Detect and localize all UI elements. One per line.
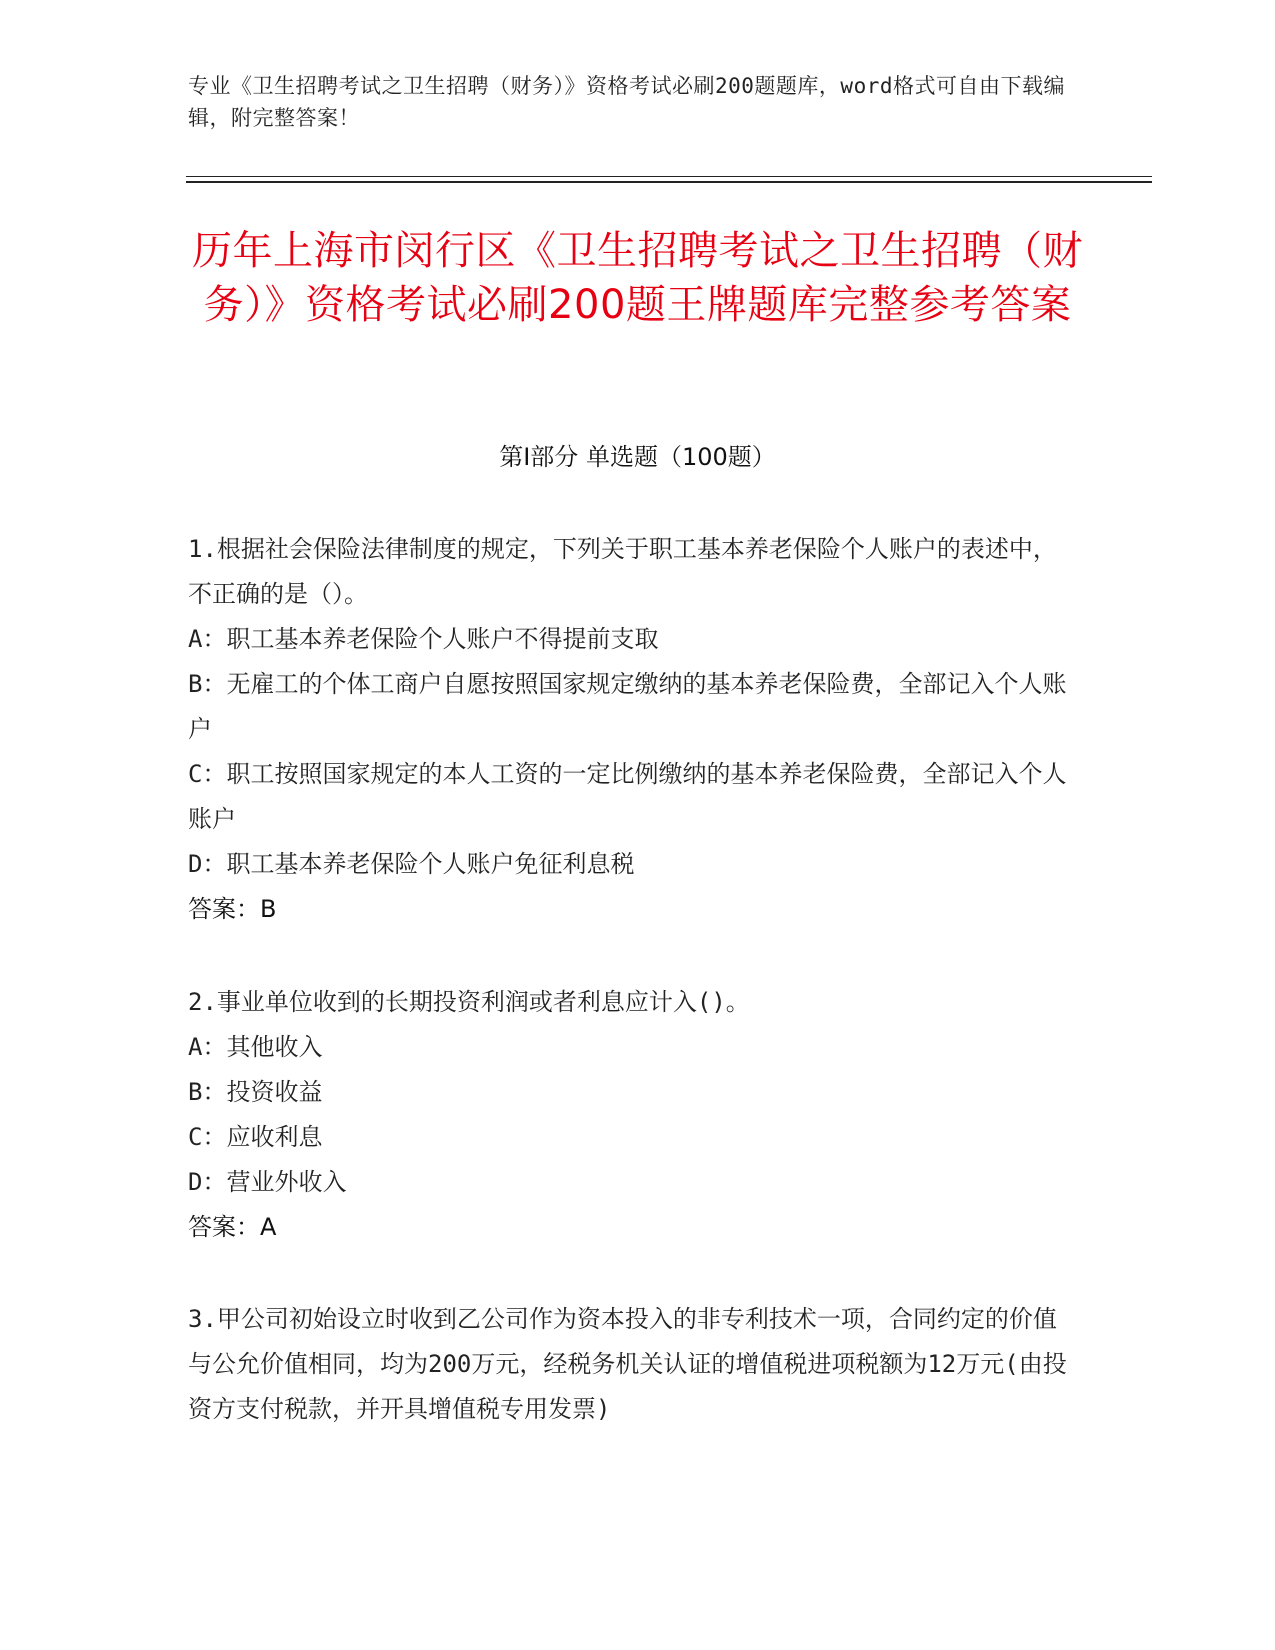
option-c: C：职工按照国家规定的本人工资的一定比例缴纳的基本养老保险费，全部记入个人账户 <box>188 760 1067 833</box>
answer: 答案：A <box>188 1213 277 1241</box>
answer: 答案：B <box>188 895 277 923</box>
header-divider-bottom <box>186 181 1152 183</box>
question-stem: 1.根据社会保险法律制度的规定，下列关于职工基本养老保险个人账户的表述中，不正确的是（）。 <box>188 535 1057 608</box>
option-d: D：职工基本养老保险个人账户免征利息税 <box>188 850 635 878</box>
question-2 <box>188 980 1068 1250</box>
document-title: 历年上海市闵行区《卫生招聘考试之卫生招聘（财务）》资格考试必刷200题王牌题库完整参考答案 <box>192 228 1083 328</box>
header-note: 专业《卫生招聘考试之卫生招聘（财务）》资格考试必刷200题题库，word格式可自由下载编辑，附完整答案！ <box>188 74 1065 130</box>
option-a: A：其他收入 <box>188 1033 323 1061</box>
option-b: B：投资收益 <box>188 1078 323 1106</box>
question-3 <box>188 1297 1068 1432</box>
question-stem: 3.甲公司初始设立时收到乙公司作为资本投入的非专利技术一项，合同约定的价值与公允价值相同，均为200万元，经税务机关认证的增值税进项税额为12万元(由投资方支付税款，并开具增值税专用发票) <box>188 1305 1067 1423</box>
option-a: A：职工基本养老保险个人账户不得提前支取 <box>188 625 659 653</box>
question-1 <box>188 527 1068 932</box>
option-c: C：应收利息 <box>188 1123 323 1151</box>
option-b: B：无雇工的个体工商户自愿按照国家规定缴纳的基本养老保险费，全部记入个人账户 <box>188 670 1067 743</box>
option-d: D：营业外收入 <box>188 1168 347 1196</box>
header-divider-top <box>186 176 1152 177</box>
section-title: 第Ⅰ部分 单选题（100题） <box>499 443 776 471</box>
question-stem: 2.事业单位收到的长期投资利润或者利息应计入()。 <box>188 988 750 1016</box>
